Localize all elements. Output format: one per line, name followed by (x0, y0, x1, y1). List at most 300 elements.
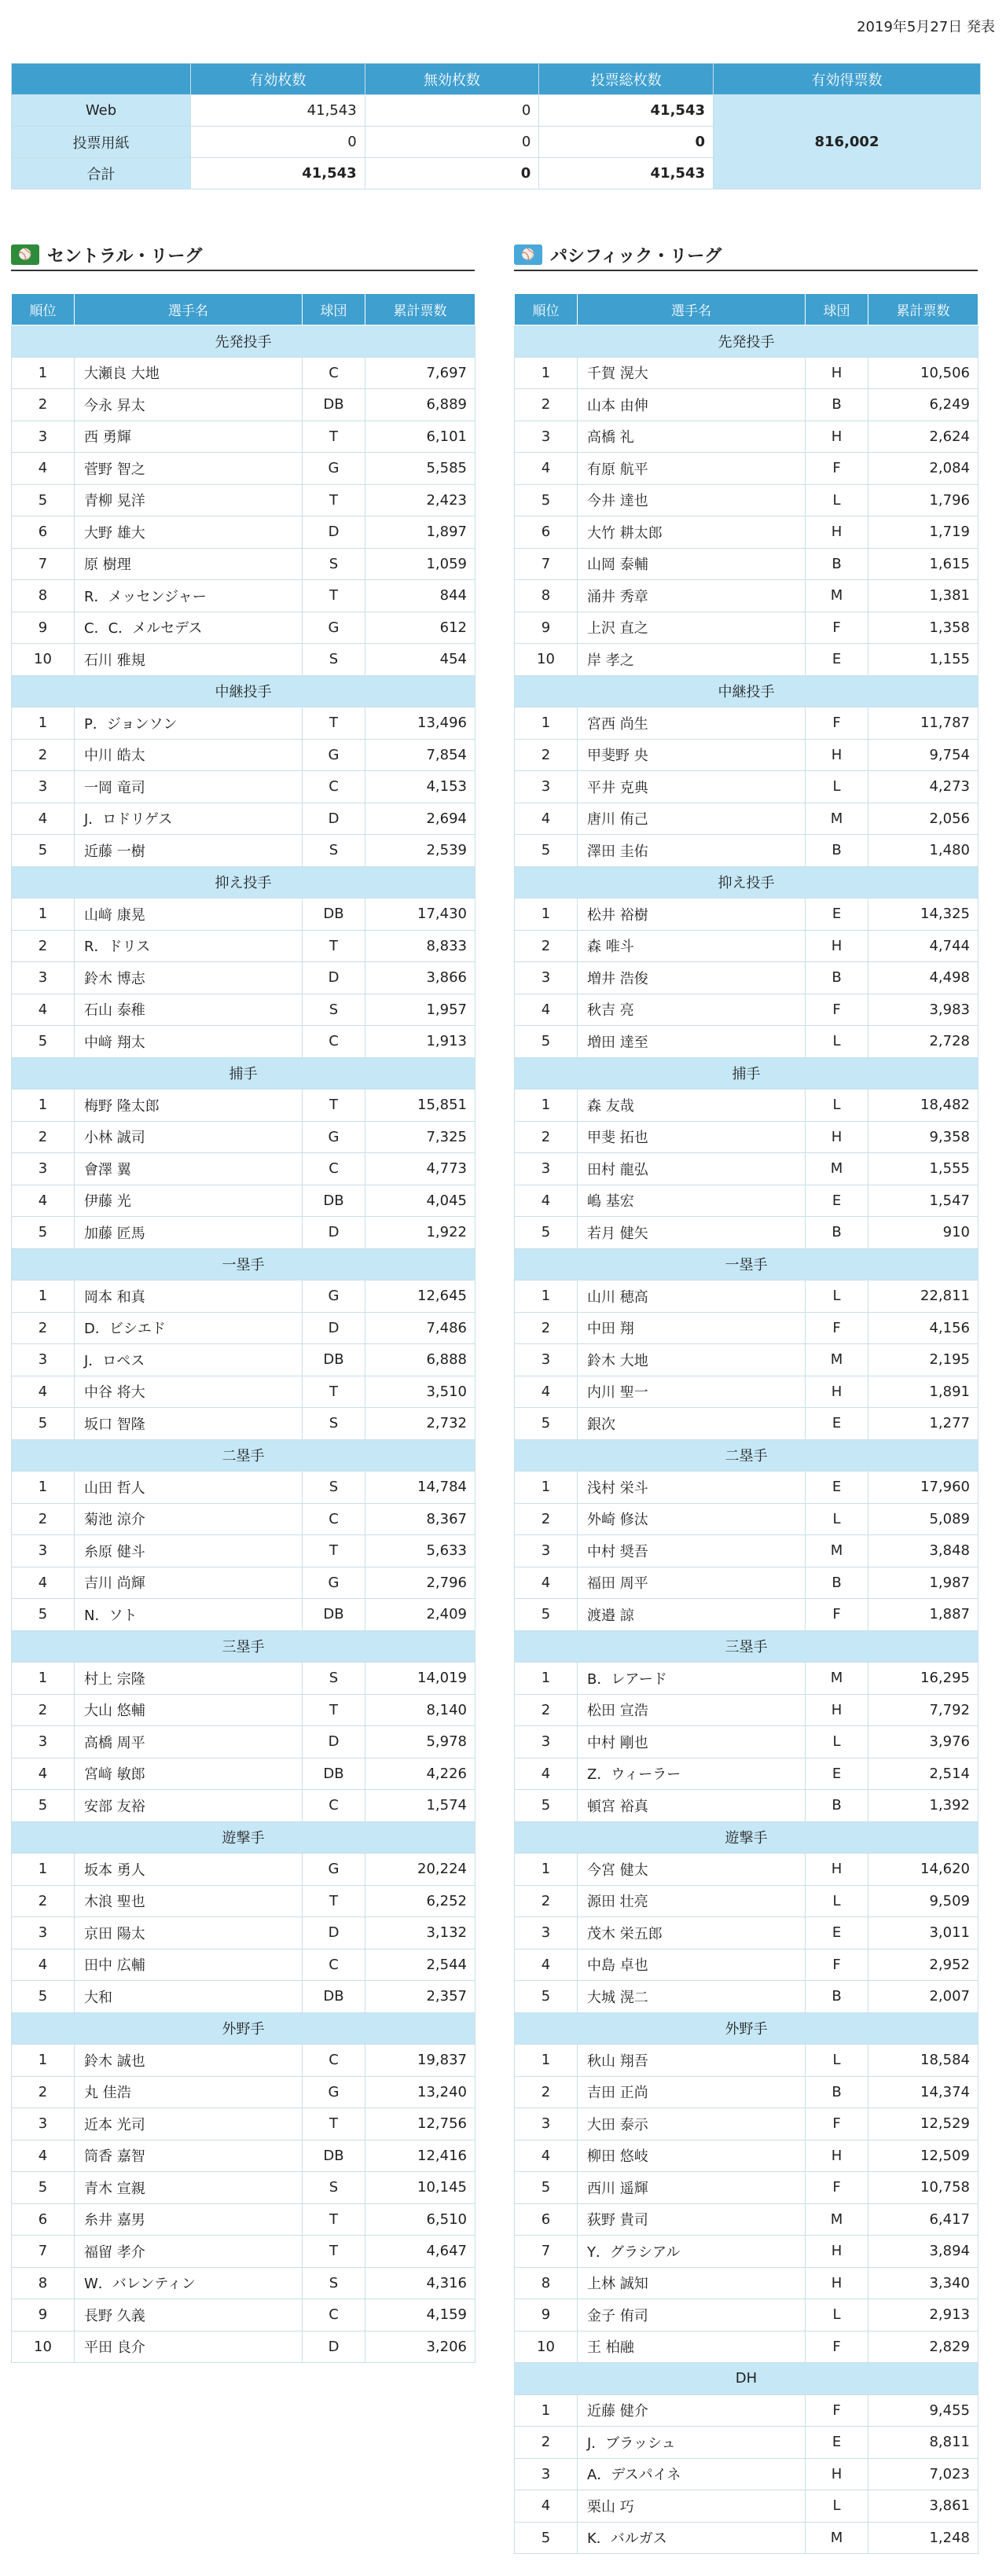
player-votes: 1,277 (868, 1408, 978, 1440)
player-rank: 1 (12, 1090, 75, 1122)
player-name: 大田 泰示 (578, 2108, 806, 2141)
player-team: T (303, 2236, 365, 2268)
player-votes: 6,889 (365, 389, 475, 421)
player-name: N．ソト (75, 1599, 303, 1631)
player-votes: 2,056 (868, 803, 978, 835)
table-row (12, 1312, 475, 1344)
player-rank: 8 (515, 2267, 578, 2299)
table-row (515, 2076, 978, 2108)
summary-header-valid: 有効枚数 (191, 64, 365, 95)
player-rank: 1 (515, 1854, 578, 1886)
player-rank: 2 (515, 2427, 578, 2459)
player-votes: 612 (365, 612, 475, 644)
player-votes: 1,392 (868, 1790, 978, 1822)
player-rank: 5 (515, 484, 578, 516)
player-name: 栗山 巧 (578, 2490, 806, 2523)
player-votes: 20,224 (365, 1854, 475, 1886)
pacific-league-logo-icon: ⚾ (514, 244, 542, 265)
player-name: 平井 克典 (578, 771, 806, 803)
position-row (515, 2012, 978, 2045)
player-team: DB (303, 1981, 365, 2013)
player-votes: 1,987 (868, 1567, 978, 1599)
table-row (515, 1281, 978, 1313)
position-row (515, 1057, 978, 1090)
player-votes: 2,084 (868, 453, 978, 485)
player-rank: 3 (12, 962, 75, 994)
table-row (515, 612, 978, 644)
table-row (12, 2299, 475, 2332)
player-team: E (806, 644, 868, 676)
player-votes: 10,506 (868, 357, 978, 389)
player-name: 柳田 悠岐 (578, 2140, 806, 2172)
player-team: M (806, 2522, 868, 2554)
table-header-row (12, 294, 475, 325)
player-team: T (303, 707, 365, 740)
player-votes: 3,848 (868, 1535, 978, 1567)
player-team: M (806, 1344, 868, 1376)
player-votes: 6,249 (868, 389, 978, 421)
player-team: B (806, 962, 868, 994)
player-name: 糸井 嘉男 (75, 2203, 303, 2236)
player-votes: 2,409 (365, 1599, 475, 1631)
table-row (12, 421, 475, 453)
player-team: F (806, 1949, 868, 1981)
table-row (515, 484, 978, 516)
player-rank: 2 (515, 1312, 578, 1344)
player-name: 有原 航平 (578, 453, 806, 485)
player-rank: 2 (515, 739, 578, 771)
player-votes: 1,897 (365, 516, 475, 549)
player-votes: 2,423 (365, 484, 475, 516)
table-row (515, 1663, 978, 1695)
player-votes: 1,574 (365, 1790, 475, 1822)
table-row (515, 1535, 978, 1567)
table-row (515, 2267, 978, 2299)
player-team: B (806, 835, 868, 867)
player-name: 頓宮 裕真 (578, 1790, 806, 1822)
table-row (515, 2522, 978, 2554)
table-row (515, 1344, 978, 1376)
player-votes: 6,510 (365, 2203, 475, 2236)
position-label: 中継投手 (515, 675, 978, 707)
player-team: L (806, 1503, 868, 1535)
player-rank: 4 (12, 1376, 75, 1408)
player-team: L (806, 1281, 868, 1313)
summary-total-count: 0 (539, 127, 714, 158)
summary-valid-votes: 816,002 (714, 95, 981, 189)
player-name: 澤田 圭佑 (578, 835, 806, 867)
player-name: 浅村 栄斗 (578, 1472, 806, 1504)
player-rank: 3 (515, 962, 578, 994)
player-name: A．デスパイネ (578, 2458, 806, 2490)
player-team: F (806, 2331, 868, 2363)
table-row (515, 1790, 978, 1822)
position-row (12, 2012, 475, 2045)
player-team: F (806, 994, 868, 1026)
player-rank: 3 (12, 1153, 75, 1185)
vote-summary-table (11, 63, 981, 189)
table-row (515, 2172, 978, 2204)
player-team: T (303, 1376, 365, 1408)
player-team: M (806, 2203, 868, 2236)
player-team: L (806, 2490, 868, 2523)
player-rank: 5 (515, 1026, 578, 1058)
player-votes: 7,325 (365, 1121, 475, 1153)
player-team: G (303, 1281, 365, 1313)
player-name: 中田 翔 (578, 1312, 806, 1344)
player-votes: 1,913 (365, 1026, 475, 1058)
player-team: G (303, 2076, 365, 2108)
player-votes: 4,316 (365, 2267, 475, 2299)
player-votes: 10,758 (868, 2172, 978, 2204)
table-row (515, 2394, 978, 2427)
player-votes: 12,416 (365, 2140, 475, 2172)
player-name: 山川 穂高 (578, 1281, 806, 1313)
player-votes: 2,913 (868, 2299, 978, 2332)
summary-header-blank (12, 64, 191, 95)
table-row (515, 803, 978, 835)
player-rank: 1 (12, 1472, 75, 1504)
player-rank: 4 (515, 1758, 578, 1790)
player-team: H (806, 1121, 868, 1153)
position-label: 捕手 (12, 1057, 475, 1090)
table-row (12, 612, 475, 644)
player-votes: 3,983 (868, 994, 978, 1026)
player-team: F (806, 2394, 868, 2427)
summary-valid-count: 0 (191, 127, 365, 158)
table-row (12, 644, 475, 676)
player-name: 山本 由伸 (578, 389, 806, 421)
table-row (12, 357, 475, 389)
player-name: 伊藤 光 (75, 1185, 303, 1217)
table-row (515, 1949, 978, 1981)
player-name: 原 樹理 (75, 548, 303, 580)
player-votes: 5,585 (365, 453, 475, 485)
player-team: T (303, 580, 365, 612)
table-row (515, 1472, 978, 1504)
table-row (12, 707, 475, 740)
player-rank: 5 (515, 1217, 578, 1249)
player-votes: 2,796 (365, 1567, 475, 1599)
player-rank: 5 (12, 1408, 75, 1440)
player-votes: 3,206 (365, 2331, 475, 2363)
player-votes: 8,833 (365, 930, 475, 962)
player-name: 菅野 智之 (75, 453, 303, 485)
player-votes: 1,248 (868, 2522, 978, 2554)
player-rank: 6 (12, 516, 75, 549)
player-rank: 4 (515, 2140, 578, 2172)
player-votes: 8,811 (868, 2427, 978, 2459)
table-row (12, 1344, 475, 1376)
player-team: E (806, 1758, 868, 1790)
table-row (12, 2331, 475, 2363)
player-team: M (806, 1535, 868, 1567)
player-name: 王 柏融 (578, 2331, 806, 2363)
player-name: 鈴木 博志 (75, 962, 303, 994)
player-team: E (806, 898, 868, 931)
player-team: G (303, 739, 365, 771)
announcement-date: 2019年5月27日 発表 (857, 19, 995, 35)
player-name: 松田 宣浩 (578, 1694, 806, 1726)
summary-valid-count: 41,543 (191, 95, 365, 127)
player-name: 鈴木 誠也 (75, 2045, 303, 2077)
table-row (515, 1408, 978, 1440)
player-votes: 3,976 (868, 1726, 978, 1758)
player-votes: 8,140 (365, 1694, 475, 1726)
player-team: D (303, 2331, 365, 2363)
player-name: J．ロペス (75, 1344, 303, 1376)
player-rank: 3 (515, 2108, 578, 2141)
table-row (515, 1854, 978, 1886)
player-rank: 5 (515, 1790, 578, 1822)
player-name: 鈴木 大地 (578, 1344, 806, 1376)
player-name: 若月 健矢 (578, 1217, 806, 1249)
player-name: 山田 哲人 (75, 1472, 303, 1504)
player-team: DB (303, 898, 365, 931)
player-name: 大和 (75, 1981, 303, 2013)
player-name: 吉田 正尚 (578, 2076, 806, 2108)
player-team: L (806, 1090, 868, 1122)
player-team: D (303, 1917, 365, 1949)
player-rank: 5 (12, 2172, 75, 2204)
position-row (12, 1439, 475, 1472)
player-votes: 14,620 (868, 1854, 978, 1886)
table-row (515, 357, 978, 389)
player-votes: 17,960 (868, 1472, 978, 1504)
player-votes: 4,156 (868, 1312, 978, 1344)
position-label: 先発投手 (12, 325, 475, 358)
player-rank: 6 (12, 2203, 75, 2236)
table-row (515, 739, 978, 771)
player-name: J．ブラッシュ (578, 2427, 806, 2459)
player-team: C (303, 771, 365, 803)
table-row (515, 1090, 978, 1122)
player-team: F (806, 2108, 868, 2141)
player-team: L (806, 1726, 868, 1758)
player-team: S (303, 2267, 365, 2299)
table-row (515, 580, 978, 612)
player-name: 甲斐野 央 (578, 739, 806, 771)
player-name: 坂口 智隆 (75, 1408, 303, 1440)
player-name: 吉川 尚輝 (75, 1567, 303, 1599)
player-team: C (303, 357, 365, 389)
player-rank: 5 (12, 484, 75, 516)
table-row (515, 707, 978, 740)
player-votes: 9,754 (868, 739, 978, 771)
table-row (12, 898, 475, 931)
table-row (12, 1376, 475, 1408)
player-team: C (303, 1790, 365, 1822)
player-rank: 3 (515, 1917, 578, 1949)
table-row (515, 548, 978, 580)
player-votes: 2,357 (365, 1981, 475, 2013)
player-team: G (303, 1121, 365, 1153)
position-row (12, 866, 475, 898)
player-team: F (806, 707, 868, 740)
table-row (12, 2267, 475, 2299)
table-row (515, 2140, 978, 2172)
table-row (515, 1885, 978, 1917)
position-label: 一塁手 (12, 1248, 475, 1281)
player-name: 西 勇輝 (75, 421, 303, 453)
player-name: 山岡 泰輔 (578, 548, 806, 580)
player-votes: 13,240 (365, 2076, 475, 2108)
player-name: 上林 誠知 (578, 2267, 806, 2299)
player-votes: 2,952 (868, 1949, 978, 1981)
player-votes: 3,510 (365, 1376, 475, 1408)
player-name: 福田 周平 (578, 1567, 806, 1599)
table-row (12, 1217, 475, 1249)
table-row (12, 1503, 475, 1535)
player-votes: 7,792 (868, 1694, 978, 1726)
player-rank: 5 (12, 835, 75, 867)
player-name: 涌井 秀章 (578, 580, 806, 612)
player-rank: 3 (12, 771, 75, 803)
player-votes: 1,796 (868, 484, 978, 516)
player-name: 中﨑 翔太 (75, 1026, 303, 1058)
player-team: E (806, 2427, 868, 2459)
table-row (12, 580, 475, 612)
table-row (515, 1567, 978, 1599)
summary-invalid-count: 0 (365, 158, 539, 189)
player-team: H (806, 1694, 868, 1726)
player-votes: 1,891 (868, 1376, 978, 1408)
player-team: F (806, 612, 868, 644)
table-row (12, 1981, 475, 2013)
player-rank: 1 (515, 1281, 578, 1313)
player-team: S (303, 2172, 365, 2204)
player-votes: 4,498 (868, 962, 978, 994)
player-name: 松井 裕樹 (578, 898, 806, 931)
player-team: S (303, 1472, 365, 1504)
player-rank: 7 (515, 2236, 578, 2268)
table-row (12, 1790, 475, 1822)
player-team: D (303, 962, 365, 994)
player-name: J．ロドリゲス (75, 803, 303, 835)
summary-invalid-count: 0 (365, 95, 539, 127)
player-name: 金子 侑司 (578, 2299, 806, 2332)
table-row (515, 1503, 978, 1535)
summary-header-total: 投票総枚数 (539, 64, 714, 95)
position-label: 抑え投手 (515, 866, 978, 898)
player-name: 筒香 嘉智 (75, 2140, 303, 2172)
player-votes: 2,539 (365, 835, 475, 867)
player-name: 秋山 翔吾 (578, 2045, 806, 2077)
player-name: 茂木 栄五郎 (578, 1917, 806, 1949)
player-name: C．C．メルセデス (75, 612, 303, 644)
player-votes: 6,417 (868, 2203, 978, 2236)
table-row (515, 1599, 978, 1631)
table-row (515, 2299, 978, 2332)
table-row (515, 2458, 978, 2490)
table-row (515, 1981, 978, 2013)
player-name: 源田 壮亮 (578, 1885, 806, 1917)
position-label: 中継投手 (12, 675, 475, 707)
pacific-league-table (514, 293, 978, 2554)
header-rank: 順位 (515, 294, 578, 325)
player-votes: 4,773 (365, 1153, 475, 1185)
player-team: T (303, 421, 365, 453)
header-player-name: 選手名 (75, 294, 303, 325)
player-name: 甲斐 拓也 (578, 1121, 806, 1153)
header-team: 球団 (806, 294, 868, 325)
table-row (12, 1408, 475, 1440)
player-rank: 3 (515, 421, 578, 453)
table-row (12, 803, 475, 835)
player-rank: 2 (12, 389, 75, 421)
player-rank: 9 (515, 2299, 578, 2332)
table-row (12, 1121, 475, 1153)
player-votes: 1,358 (868, 612, 978, 644)
player-votes: 1,957 (365, 994, 475, 1026)
player-team: H (806, 1376, 868, 1408)
player-team: L (806, 2299, 868, 2332)
player-rank: 4 (515, 1376, 578, 1408)
table-row (515, 1153, 978, 1185)
player-rank: 2 (12, 1121, 75, 1153)
player-team: DB (303, 1185, 365, 1217)
position-row (515, 1439, 978, 1472)
player-votes: 1,615 (868, 548, 978, 580)
player-rank: 4 (515, 1567, 578, 1599)
player-votes: 4,045 (365, 1185, 475, 1217)
position-label: 外野手 (515, 2012, 978, 2045)
player-name: 石川 雅規 (75, 644, 303, 676)
table-row (515, 2045, 978, 2077)
player-rank: 4 (12, 1185, 75, 1217)
player-name: 中川 皓太 (75, 739, 303, 771)
player-rank: 5 (12, 1790, 75, 1822)
player-rank: 9 (515, 612, 578, 644)
player-rank: 1 (515, 2045, 578, 2077)
player-rank: 9 (12, 612, 75, 644)
player-votes: 2,007 (868, 1981, 978, 2013)
player-votes: 14,374 (868, 2076, 978, 2108)
player-rank: 5 (12, 1217, 75, 1249)
player-rank: 1 (515, 1090, 578, 1122)
player-rank: 1 (12, 1663, 75, 1695)
player-team: M (806, 1153, 868, 1185)
player-rank: 4 (12, 803, 75, 835)
player-rank: 4 (515, 994, 578, 1026)
table-row (515, 453, 978, 485)
table-row (515, 2490, 978, 2523)
player-rank: 5 (515, 835, 578, 867)
player-team: B (806, 548, 868, 580)
player-name: 中谷 将大 (75, 1376, 303, 1408)
table-row (12, 1535, 475, 1567)
table-row (515, 2427, 978, 2459)
player-name: 菊池 涼介 (75, 1503, 303, 1535)
player-rank: 3 (515, 1726, 578, 1758)
table-row (12, 1599, 475, 1631)
player-name: 西川 遥輝 (578, 2172, 806, 2204)
player-votes: 14,019 (365, 1663, 475, 1695)
player-votes: 12,529 (868, 2108, 978, 2141)
player-votes: 17,430 (365, 898, 475, 931)
player-votes: 11,787 (868, 707, 978, 740)
player-name: 大城 滉二 (578, 1981, 806, 2013)
player-team: D (303, 803, 365, 835)
player-name: Y．グラシアル (578, 2236, 806, 2268)
player-votes: 3,011 (868, 1917, 978, 1949)
player-team: B (806, 1567, 868, 1599)
table-row (12, 516, 475, 549)
player-team: F (806, 2172, 868, 2204)
player-rank: 3 (12, 1535, 75, 1567)
player-team: DB (303, 1344, 365, 1376)
player-name: 田村 龍弘 (578, 1153, 806, 1185)
